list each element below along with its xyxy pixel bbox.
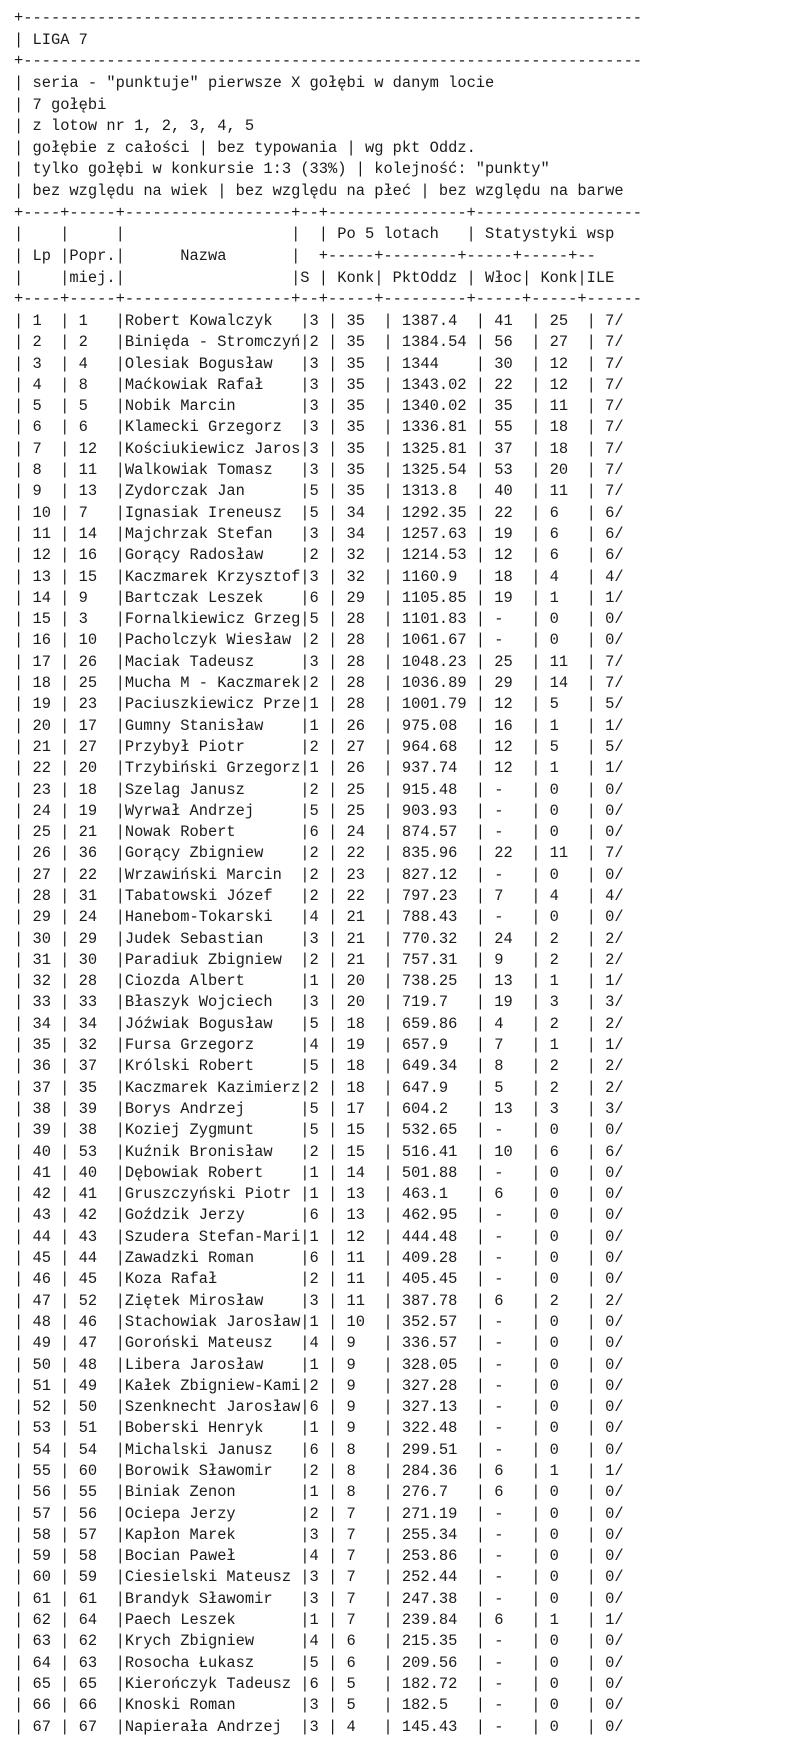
settings-line: | gołębie z całości | bez typowania | wg pkt Oddz.: [14, 138, 476, 157]
table-row: | 18 | 25 |Mucha M - Kaczmarek|2 | 28 | 1036.89 | 29 | 14 | 7/: [14, 674, 624, 693]
table-row: | 64 | 63 |Rosocha Łukasz |5 | 6 | 209.56 | - | 0 | 0/: [14, 1653, 624, 1672]
table-row: | 2 | 2 |Binięda - Stromczyń|2 | 35 | 1384.54 | 56 | 27 | 7/: [14, 333, 624, 352]
table-row: | 4 | 8 |Maćkowiak Rafał |3 | 35 | 1343.02 | 22 | 12 | 7/: [14, 375, 624, 394]
table-row: | 1 | 1 |Robert Kowalczyk |3 | 35 | 1387.4 | 41 | 25 | 7/: [14, 311, 624, 330]
table-row: | 63 | 62 |Krych Zbigniew |4 | 6 | 215.35 | - | 0 | 0/: [14, 1632, 624, 1651]
table-header-line: | Lp |Popr.| Nazwa | +-----+--------+-----+-----+--: [14, 247, 596, 266]
table-row: | 30 | 29 |Judek Sebastian |3 | 21 | 770.32 | 24 | 2 | 2/: [14, 929, 624, 948]
table-row: | 16 | 10 |Pacholczyk Wiesław |2 | 28 | 1061.67 | - | 0 | 0/: [14, 631, 624, 650]
table-row: | 11 | 14 |Majchrzak Stefan |3 | 34 | 1257.63 | 19 | 6 | 6/: [14, 524, 624, 543]
table-row: | 67 | 67 |Napierała Andrzej |3 | 4 | 145.43 | - | 0 | 0/: [14, 1717, 624, 1736]
table-row: | 12 | 16 |Gorący Radosław |2 | 32 | 1214.53 | 12 | 6 | 6/: [14, 546, 624, 565]
table-row: | 65 | 65 |Kierończyk Tadeusz |6 | 5 | 182.72 | - | 0 | 0/: [14, 1674, 624, 1693]
report-title: LIGA 7: [32, 30, 88, 49]
table-row: | 41 | 40 |Dębowiak Robert |1 | 14 | 501.88 | - | 0 | 0/: [14, 1163, 624, 1182]
table-row: | 57 | 56 |Ociepa Jerzy |2 | 7 | 271.19 | - | 0 | 0/: [14, 1504, 624, 1523]
table-row: | 42 | 41 |Gruszczyński Piotr |1 | 13 | 463.1 | 6 | 0 | 0/: [14, 1185, 624, 1204]
table-row: | 27 | 22 |Wrzawiński Marcin |2 | 23 | 827.12 | - | 0 | 0/: [14, 865, 624, 884]
table-row: | 7 | 12 |Kościukiewicz Jaros|3 | 35 | 1325.81 | 37 | 18 | 7/: [14, 439, 624, 458]
settings-text: z lotow nr 1, 2, 3, 4, 5: [32, 117, 255, 136]
table-row: | 22 | 20 |Trzybiński Grzegorz|1 | 26 | 937.74 | 12 | 1 | 1/: [14, 759, 624, 778]
table-row: | 45 | 44 |Zawadzki Roman |6 | 11 | 409.28 | - | 0 | 0/: [14, 1249, 624, 1268]
table-row: | 56 | 55 |Biniak Zenon |1 | 8 | 276.7 | 6 | 0 | 0/: [14, 1483, 624, 1502]
table-row: | 13 | 15 |Kaczmarek Krzysztof|3 | 32 | 1160.9 | 18 | 4 | 4/: [14, 567, 624, 586]
settings-text: gołębie z całości | bez typowania | wg pkt Oddz.: [32, 138, 476, 157]
table-row: | 40 | 53 |Kuźnik Bronisław |2 | 15 | 516.41 | 10 | 6 | 6/: [14, 1142, 624, 1161]
table-row: | 47 | 52 |Ziętek Mirosław |3 | 11 | 387.78 | 6 | 2 | 2/: [14, 1291, 624, 1310]
table-row: | 53 | 51 |Boberski Henryk |1 | 9 | 322.48 | - | 0 | 0/: [14, 1419, 624, 1438]
settings-text: tylko gołębi w konkursie 1:3 (33%) | kolejność: "punkty": [32, 160, 550, 179]
table-row: | 19 | 23 |Paciuszkiewicz Prze|1 | 28 | 1001.79 | 12 | 5 | 5/: [14, 695, 624, 714]
table-row: | 26 | 36 |Gorący Zbigniew |2 | 22 | 835.96 | 22 | 11 | 7/: [14, 844, 624, 863]
header-top-border: +----+-----+------------------+--+---------------+------------------: [14, 203, 643, 222]
settings-line: | tylko gołębi w konkursie 1:3 (33%) | kolejność: "punkty": [14, 160, 550, 179]
report-title-line: | LIGA 7: [14, 30, 88, 49]
table-row: | 37 | 35 |Kaczmarek Kazimierz|2 | 18 | 647.9 | 5 | 2 | 2/: [14, 1078, 624, 1097]
table-row: | 43 | 42 |Goździk Jerzy |6 | 13 | 462.95 | - | 0 | 0/: [14, 1206, 624, 1225]
title-border: +-------------------------------------------------------------------: [14, 52, 643, 71]
settings-line: | bez względu na wiek | bez względu na płeć | bez względu na barwe: [14, 182, 624, 201]
table-row: | 44 | 43 |Szudera Stefan-Mari|1 | 12 | 444.48 | - | 0 | 0/: [14, 1227, 624, 1246]
table-row: | 38 | 39 |Borys Andrzej |5 | 17 | 604.2 | 13 | 3 | 3/: [14, 1099, 624, 1118]
table-row: | 39 | 38 |Koziej Zygmunt |5 | 15 | 532.65 | - | 0 | 0/: [14, 1121, 624, 1140]
table-row: | 61 | 61 |Brandyk Sławomir |3 | 7 | 247.38 | - | 0 | 0/: [14, 1589, 624, 1608]
table-row: | 5 | 5 |Nobik Marcin |3 | 35 | 1340.02 | 35 | 11 | 7/: [14, 397, 624, 416]
table-row: | 29 | 24 |Hanebom-Tokarski |4 | 21 | 788.43 | - | 0 | 0/: [14, 908, 624, 927]
settings-text: 7 gołębi: [32, 95, 107, 114]
table-row: | 49 | 47 |Goroński Mateusz |4 | 9 | 336.57 | - | 0 | 0/: [14, 1334, 624, 1353]
table-row: | 58 | 57 |Kapłon Marek |3 | 7 | 255.34 | - | 0 | 0/: [14, 1525, 624, 1544]
table-row: | 59 | 58 |Bocian Paweł |4 | 7 | 253.86 | - | 0 | 0/: [14, 1547, 624, 1566]
table-row: | 10 | 7 |Ignasiak Ireneusz |5 | 34 | 1292.35 | 22 | 6 | 6/: [14, 503, 624, 522]
table-row: | 14 | 9 |Bartczak Leszek |6 | 29 | 1105.85 | 19 | 1 | 1/: [14, 588, 624, 607]
table-row: | 52 | 50 |Szenknecht Jarosław|6 | 9 | 327.13 | - | 0 | 0/: [14, 1398, 624, 1417]
settings-text: seria - "punktuje" pierwsze X gołębi w danym locie: [32, 73, 495, 92]
table-row: | 8 | 11 |Walkowiak Tomasz |3 | 35 | 1325.54 | 53 | 20 | 7/: [14, 461, 624, 480]
table-row: | 35 | 32 |Fursa Grzegorz |4 | 19 | 657.9 | 7 | 1 | 1/: [14, 1036, 624, 1055]
settings-line: | z lotow nr 1, 2, 3, 4, 5: [14, 117, 255, 136]
table-row: | 32 | 28 |Ciozda Albert |1 | 20 | 738.25 | 13 | 1 | 1/: [14, 972, 624, 991]
table-row: | 15 | 3 |Fornalkiewicz Grzeg|5 | 28 | 1101.83 | - | 0 | 0/: [14, 610, 624, 629]
settings-line: | seria - "punktuje" pierwsze X gołębi w danym locie: [14, 73, 495, 92]
table-row: | 33 | 33 |Błaszyk Wojciech |3 | 20 | 719.7 | 19 | 3 | 3/: [14, 993, 624, 1012]
table-row: | 21 | 27 |Przybył Piotr |2 | 27 | 964.68 | 12 | 5 | 5/: [14, 737, 624, 756]
league-report: [14, 8, 642, 1738]
header-bottom-border: +----+-----+------------------+--+-----+---------+-----+-----+------: [14, 290, 643, 309]
table-row: | 31 | 30 |Paradiuk Zbigniew |2 | 21 | 757.31 | 9 | 2 | 2/: [14, 950, 624, 969]
table-row: | 62 | 64 |Paech Leszek |1 | 7 | 239.84 | 6 | 1 | 1/: [14, 1611, 624, 1630]
settings-text: bez względu na wiek | bez względu na płeć | bez względu na barwe: [32, 182, 624, 201]
table-row: | 25 | 21 |Nowak Robert |6 | 24 | 874.57 | - | 0 | 0/: [14, 823, 624, 842]
settings-line: | 7 gołębi: [14, 95, 107, 114]
table-row: | 34 | 34 |Jóźwiak Bogusław |5 | 18 | 659.86 | 4 | 2 | 2/: [14, 1014, 624, 1033]
table-row: | 20 | 17 |Gumny Stanisław |1 | 26 | 975.08 | 16 | 1 | 1/: [14, 716, 624, 735]
table-row: | 46 | 45 |Koza Rafał |2 | 11 | 405.45 | - | 0 | 0/: [14, 1270, 624, 1289]
table-row: | 66 | 66 |Knoski Roman |3 | 5 | 182.5 | - | 0 | 0/: [14, 1696, 624, 1715]
table-row: | 54 | 54 |Michalski Janusz |6 | 8 | 299.51 | - | 0 | 0/: [14, 1440, 624, 1459]
table-row: | 3 | 4 |Olesiak Bogusław |3 | 35 | 1344 | 30 | 12 | 7/: [14, 354, 624, 373]
table-header-line: | |miej.| |S | Konk| PktOddz | Włoc| Konk|ILE: [14, 268, 615, 287]
table-row: | 24 | 19 |Wyrwał Andrzej |5 | 25 | 903.93 | - | 0 | 0/: [14, 801, 624, 820]
table-row: | 9 | 13 |Zydorczak Jan |5 | 35 | 1313.8 | 40 | 11 | 7/: [14, 482, 624, 501]
table-row: | 50 | 48 |Libera Jarosław |1 | 9 | 328.05 | - | 0 | 0/: [14, 1355, 624, 1374]
table-row: | 36 | 37 |Królski Robert |5 | 18 | 649.34 | 8 | 2 | 2/: [14, 1057, 624, 1076]
table-row: | 23 | 18 |Szelag Janusz |2 | 25 | 915.48 | - | 0 | 0/: [14, 780, 624, 799]
table-row: | 51 | 49 |Kałek Zbigniew-Kami|2 | 9 | 327.28 | - | 0 | 0/: [14, 1376, 624, 1395]
table-row: | 17 | 26 |Maciak Tadeusz |3 | 28 | 1048.23 | 25 | 11 | 7/: [14, 652, 624, 671]
table-row: | 55 | 60 |Borowik Sławomir |2 | 8 | 284.36 | 6 | 1 | 1/: [14, 1462, 624, 1480]
table-row: | 48 | 46 |Stachowiak Jarosław|1 | 10 | 352.57 | - | 0 | 0/: [14, 1312, 624, 1331]
table-row: | 28 | 31 |Tabatowski Józef |2 | 22 | 797.23 | 7 | 4 | 4/: [14, 886, 624, 905]
table-header-line: | | | | | Po 5 lotach | Statystyki wsp: [14, 225, 615, 244]
table-row: | 6 | 6 |Klamecki Grzegorz |3 | 35 | 1336.81 | 55 | 18 | 7/: [14, 418, 624, 437]
table-row: | 60 | 59 |Ciesielski Mateusz |3 | 7 | 252.44 | - | 0 | 0/: [14, 1568, 624, 1587]
top-border: +-------------------------------------------------------------------: [14, 9, 643, 27]
table-body: [14, 311, 642, 1738]
